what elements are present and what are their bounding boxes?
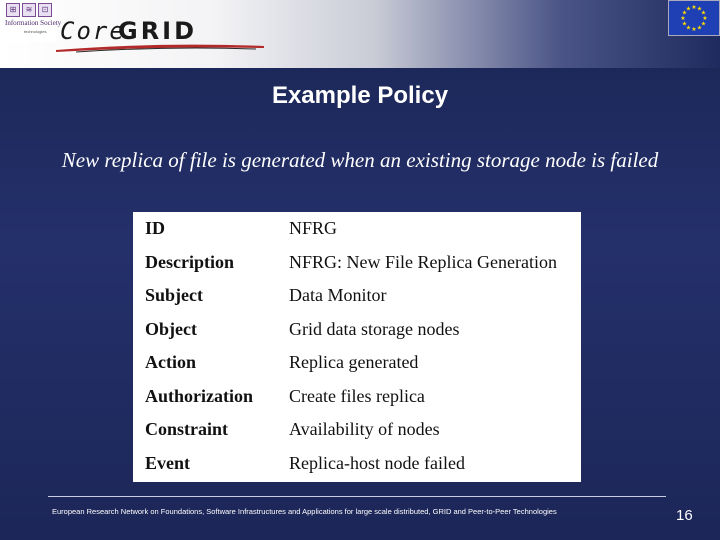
eu-star-icon: ★ — [700, 21, 707, 28]
eu-star-icon: ★ — [696, 6, 703, 13]
society-logo-subtitle: technologies — [24, 29, 47, 34]
eu-star-icon: ★ — [681, 10, 688, 17]
eu-star-icon: ★ — [691, 27, 697, 33]
policy-value: Replica generated — [289, 352, 419, 373]
society-logo-icons — [6, 3, 52, 17]
header-band — [0, 0, 720, 68]
policy-row-id — [133, 212, 581, 246]
page-number: 16 — [676, 507, 693, 524]
policy-key: Authorization — [145, 385, 253, 406]
policy-value: NFRG: New File Replica Generation — [289, 251, 557, 272]
society-logo-icon: ≋ — [22, 3, 36, 17]
policy-key: Description — [145, 251, 234, 272]
policy-value: Grid data storage nodes — [289, 318, 460, 339]
slide-subtitle: New replica of file is generated when an existing storage node is failed — [61, 148, 659, 172]
policy-table — [133, 212, 581, 480]
society-logo-title: Information Society — [5, 19, 62, 27]
policy-row-description — [133, 246, 581, 280]
eu-star-icon: ★ — [685, 25, 692, 32]
eu-star-icon: ★ — [681, 21, 688, 28]
policy-row-object — [133, 313, 581, 347]
policy-key: Object — [145, 318, 197, 339]
eu-star-icon: ★ — [696, 25, 703, 32]
footer-divider — [48, 496, 666, 497]
policy-key: ID — [145, 218, 166, 239]
eu-star-icon: ★ — [700, 10, 707, 17]
information-society-logo — [4, 2, 62, 42]
eu-star-icon: ★ — [685, 6, 692, 13]
slide-title — [0, 82, 720, 110]
coregrid-logo-grid: GRID — [118, 17, 198, 45]
policy-row-event — [133, 447, 581, 481]
policy-row-action — [133, 346, 581, 380]
policy-value: Availability of nodes — [289, 419, 440, 440]
society-logo-icon: ⊡ — [38, 3, 52, 17]
society-logo-icon: ⊞ — [6, 3, 20, 17]
slide-title-text: Example Policy — [271, 82, 449, 109]
policy-row-subject — [133, 279, 581, 313]
eu-flag-icon — [668, 0, 720, 36]
policy-key: Subject — [145, 285, 203, 306]
policy-row-authorization — [133, 380, 581, 414]
eu-star-icon: ★ — [691, 5, 697, 11]
policy-table-panel — [133, 212, 581, 482]
policy-key: Constraint — [145, 419, 229, 440]
coregrid-logo — [56, 14, 266, 54]
policy-value: Replica-host node failed — [289, 452, 465, 473]
policy-key: Action — [145, 352, 196, 373]
policy-value: Data Monitor — [289, 285, 387, 306]
coregrid-logo-core: Core — [60, 17, 126, 45]
policy-row-constraint — [133, 413, 581, 447]
policy-key: Event — [145, 452, 190, 473]
eu-star-icon: ★ — [702, 16, 708, 22]
policy-value: Create files replica — [289, 385, 425, 406]
footer-text: European Research Network on Foundations, Software Infrastructures and Applications for large scale distributed, GRID and Peer-to-Peer Technologies — [52, 507, 557, 516]
eu-stars-icon — [669, 1, 719, 35]
coregrid-swoosh-icon — [56, 40, 266, 54]
eu-star-icon: ★ — [680, 16, 686, 22]
policy-value: NFRG — [289, 218, 338, 239]
